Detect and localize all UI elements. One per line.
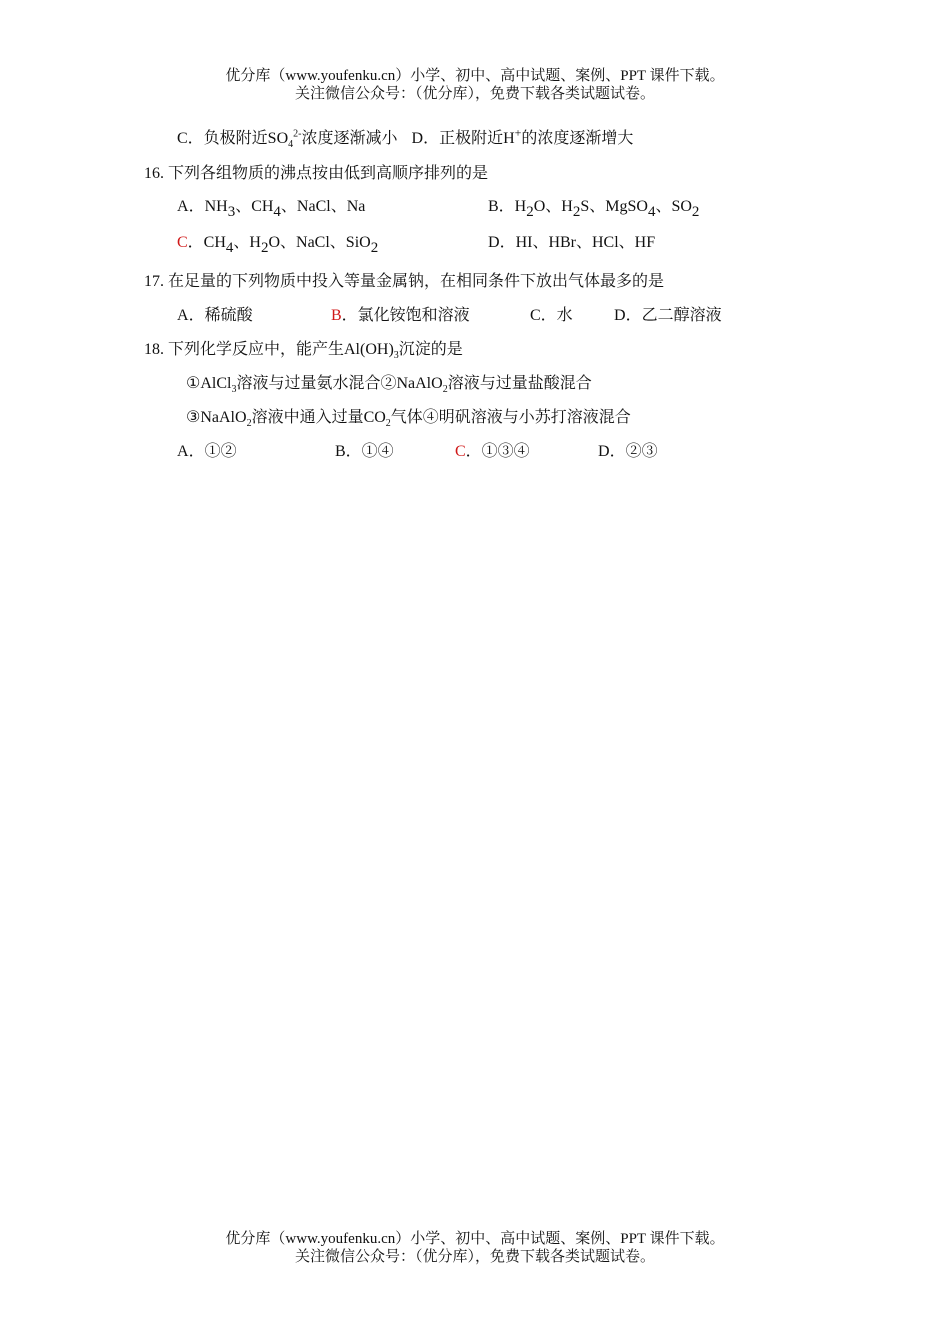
page-footer (0, 1230, 950, 1266)
q16-option-a: A．$NH_3$、$CH_4$、NaCl、Na (177, 198, 366, 220)
header-line-1: 优分库（www.youfenku.cn）小学、初中、高中试题、案例、PPT 课件下载。 (225, 68, 725, 84)
q17-option-a: A．稀硫酸 (177, 307, 253, 324)
q16-option-b: B．$H_2O$、$H_2S$、MgSO$_4$、$SO_2$ (488, 198, 700, 220)
q17-option-c: C．水 (530, 307, 573, 324)
footer-line-2: 关注微信公众号：（优分库），免费下载各类试题试卷。 (294, 1249, 655, 1265)
q18-answer-mark: C (455, 443, 466, 460)
q18-option-b: B．①④ (335, 443, 394, 460)
footer-line-1: 优分库（www.youfenku.cn）小学、初中、高中试题、案例、PPT 课件下载。 (225, 1231, 725, 1247)
q17-option-d: D．乙二醇溶液 (614, 307, 722, 324)
q18-statement-line-1: ①AlCl$_3$溶液与过量氨水混合②NaAlO$_2$溶液与过量盐酸混合 (186, 375, 592, 396)
q15-option-d: D．正极附近H+的浓度逐渐增大 (411, 125, 634, 147)
q18-option-c: C．①③④ (455, 443, 530, 460)
q15-option-c: C．负极附近$SO_4^{2-}$浓度逐渐减小 (177, 128, 398, 151)
header-line-2: 关注微信公众号：（优分库），免费下载各类试题试卷。 (294, 86, 655, 102)
q16-option-c: C．$CH_4$、$H_2O$、NaCl、SiO$_2$ (177, 234, 379, 256)
q17-option-b: B．氯化铵饱和溶液 (331, 307, 470, 324)
q18-option-a: A．①② (177, 443, 237, 460)
q18-option-d: D．②③ (598, 443, 658, 460)
q17-answer-mark: B (331, 307, 342, 324)
q16-answer-mark: C (177, 234, 188, 251)
q15-options (177, 125, 634, 151)
q16-option-d: D．HI、HBr、HCl、HF (488, 234, 656, 251)
q16-stem: 16. 下列各组物质的沸点按由低到高顺序排列的是 (144, 165, 489, 182)
q18-stem: 18. 下列化学反应中，能产生$Al(OH)_3$沉淀的是 (144, 341, 463, 362)
q18-statement-line-2: ③NaAlO$_2$溶液中通入过量$CO_2$气体④明矾溶液与小苏打溶液混合 (186, 409, 631, 430)
page-header (0, 67, 950, 103)
q17-stem: 17. 在足量的下列物质中投入等量金属钠，在相同条件下放出气体最多的是 (144, 273, 665, 290)
